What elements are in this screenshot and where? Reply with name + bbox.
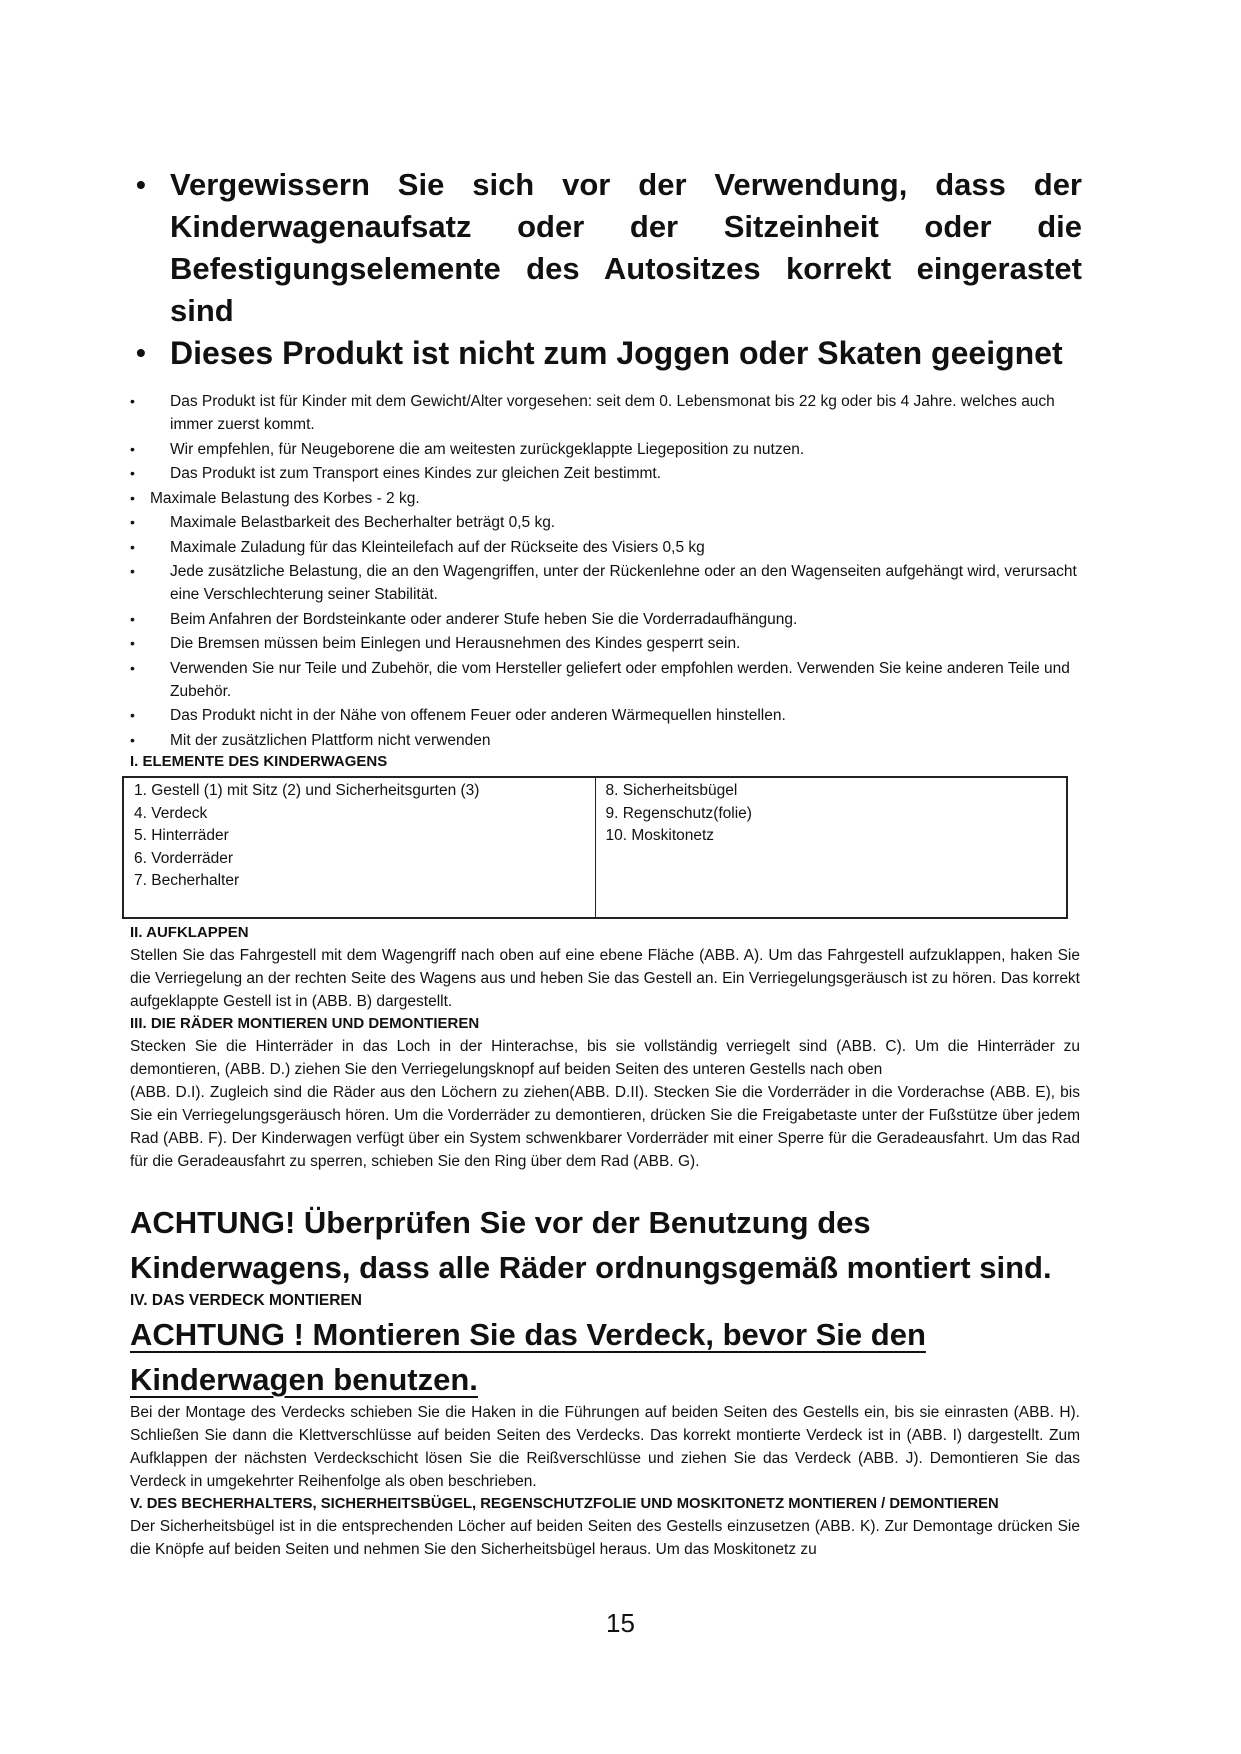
section-heading-elements: I. ELEMENTE DES KINDERWAGENS: [130, 753, 388, 770]
elements-left-cell: [123, 777, 595, 918]
table-cell-item: 5. Hinterräder: [134, 827, 229, 844]
list-item: • Maximale Belastbarkeit des Becherhalter beträgt 0,5 kg.: [130, 511, 1080, 534]
list-item: • Das Produkt ist zum Transport eines Kindes zur gleichen Zeit bestimmt.: [130, 462, 1080, 485]
bullet-icon: •: [130, 563, 135, 579]
list-item: • Das Produkt nicht in der Nähe von offenem Feuer oder anderen Wärmequellen hinstellen.: [130, 704, 1080, 727]
list-item: • Die Bremsen müssen beim Einlegen und Herausnehmen des Kindes gesperrt sein.: [130, 632, 1080, 655]
list-item: • Verwenden Sie nur Teile und Zubehör, die vom Hersteller geliefert oder empfohlen werden. Verwenden Sie keine anderen Teile und Zubehör.: [130, 657, 1080, 703]
list-item: • Maximale Zuladung für das Kleinteilefach auf der Rückseite des Visiers 0,5 kg: [130, 536, 1080, 559]
list-item: • Wir empfehlen, für Neugeborene die am weitesten zurückgeklappte Liegeposition zu nutzen.: [130, 438, 1080, 461]
section-heading-unfold: II. AUFKLAPPEN: [130, 924, 249, 941]
paragraph: (ABB. D.I). Zugleich sind die Räder aus den Löchern zu ziehen(ABB. D.II). Stecken Sie die Vorderräder in die Vorderachse (ABB. E), bis Sie ein Verriegelungsgeräusch hören. Um die Vorderräder zu demontieren, drücken Sie die Freigabetaste unter der Fußstütze über jedem Rad (ABB. F). Der Kinderwagen verfügt über ein System schwenkbarer Vorderräder mit einer Sperre für die Geradeausfahrt. Um das Rad für die Geradeausfahrt zu sperren, schieben Sie den Ring über dem Rad (ABB. G).: [130, 1084, 1080, 1170]
section-heading-wheels: III. DIE RÄDER MONTIEREN UND DEMONTIEREN: [130, 1015, 480, 1032]
bullet-icon: •: [130, 707, 135, 723]
big-warning-item: • Vergewissern Sie sich vor der Verwendung, dass der Kinderwagenaufsatz oder der Sitzeinheit oder die Befestigungselemente des Autositzes korrekt eingerastet sind: [122, 164, 1082, 332]
elements-table: [122, 776, 1068, 919]
safety-bullet-list: [130, 390, 1080, 753]
table-cell-item: 1. Gestell (1) mit Sitz (2) und Sicherheitsgurten (3): [134, 782, 480, 799]
bullet-icon: •: [130, 659, 135, 676]
section-canopy: [130, 1401, 1080, 1561]
paragraph: Stecken Sie die Hinterräder in das Loch in der Hinterachse, bis sie vollständig verriegelt sind (ABB. C). Um die Hinterräder zu demontieren, (ABB. D.) ziehen Sie den Verriegelungsknopf auf beiden Seiten des unteren Gestells nach oben: [130, 1038, 1080, 1078]
section-heading-canopy: IV. DAS VERDECK MONTIEREN: [130, 1292, 362, 1309]
paragraph: Der Sicherheitsbügel ist in die entsprechenden Löcher auf beiden Seiten des Gestells einzusetzen (ABB. K). Zur Demontage drücken Sie die Knöpfe auf beiden Seiten und nehmen Sie den Sicherheitsbügel heraus. Um das Moskitonetz zu: [130, 1518, 1080, 1558]
elements-right-cell: [595, 777, 1067, 918]
list-item: • Jede zusätzliche Belastung, die an den Wagengriffen, unter der Rückenlehne oder an den Wagenseiten aufgehängt wird, verursacht eine Verschlechterung seiner Stabilität.: [130, 560, 1080, 606]
paragraph: Stellen Sie das Fahrgestell mit dem Wagengriff nach oben auf eine ebene Fläche (ABB. A). Um das Fahrgestell aufzuklappen, haken Sie die Verriegelung an der rechten Seite des Wagens aus und heben Sie das Gestell an. Ein Verriegelungsgeräusch ist zu hören. Das korrekt aufgeklappte Gestell ist in (ABB. B) dargestellt.: [130, 947, 1080, 1010]
big-warning-item: • Dieses Produkt ist nicht zum Joggen oder Skaten geeignet: [122, 332, 1082, 374]
bullet-icon: •: [136, 337, 146, 368]
list-item: • Mit der zusätzlichen Plattform nicht verwenden: [130, 729, 1080, 752]
section-unfold: [130, 922, 1080, 1173]
bullet-icon: •: [130, 465, 135, 481]
wheels-warning: ACHTUNG! Überprüfen Sie vor der Benutzung des Kinderwagens, dass alle Räder ordnungsgemäß montiert sind.: [130, 1205, 1052, 1285]
section-heading-accessories: V. DES BECHERHALTERS, SICHERHEITSBÜGEL, REGENSCHUTZFOLIE UND MOSKITONETZ MONTIEREN / DEMONTIEREN: [130, 1496, 999, 1512]
table-cell-item: 8. Sicherheitsbügel: [605, 782, 738, 799]
table-cell-item: 9. Regenschutz(folie): [605, 804, 752, 822]
bullet-icon: •: [130, 538, 135, 555]
table-cell-item: 7. Becherhalter: [134, 872, 240, 889]
bullet-icon: •: [130, 610, 135, 627]
bullet-icon: •: [130, 731, 135, 748]
paragraph: Bei der Montage des Verdecks schieben Sie die Haken in die Führungen auf beiden Seiten des Gestells ein, bis sie einrasten (ABB. H). Schließen Sie dann die Klettverschlüsse auf beiden Seiten des Verdecks. Das korrekt montierte Verdeck ist in (ABB. I) dargestellt. Zum Aufklappen der nächsten Verdeckschicht lösen Sie die Reißverschlüsse und ziehen Sie das Verdeck (ABB. J). Demontieren Sie das Verdeck in umgekehrter Reihenfolge als oben beschrieben.: [130, 1404, 1080, 1490]
list-item: • Beim Anfahren der Bordsteinkante oder anderer Stufe heben Sie die Vorderradaufhängung.: [130, 608, 1080, 631]
bullet-icon: •: [130, 635, 135, 651]
table-cell-item: 10. Moskitonetz: [605, 827, 715, 844]
bullet-icon: •: [136, 169, 146, 200]
table-cell-item: 4. Verdeck: [134, 804, 208, 822]
canopy-warning: ACHTUNG ! Montieren Sie das Verdeck, bevor Sie den Kinderwagen benutzen.: [130, 1317, 926, 1397]
bullet-icon: •: [130, 514, 135, 530]
list-item: • Das Produkt ist für Kinder mit dem Gewicht/Alter vorgesehen: seit dem 0. Lebensmonat bis 22 kg oder bis 4 Jahre. welches auch immer zuerst kommt.: [130, 390, 1080, 436]
page-number: 15: [606, 1608, 635, 1638]
bullet-icon: •: [130, 440, 135, 457]
bullet-icon: •: [130, 393, 135, 409]
table-cell-item: 6. Vorderräder: [134, 849, 234, 867]
big-warning-list: [122, 164, 1082, 374]
list-item: • Maximale Belastung des Korbes - 2 kg.: [130, 487, 1080, 510]
bullet-icon: •: [130, 489, 135, 506]
